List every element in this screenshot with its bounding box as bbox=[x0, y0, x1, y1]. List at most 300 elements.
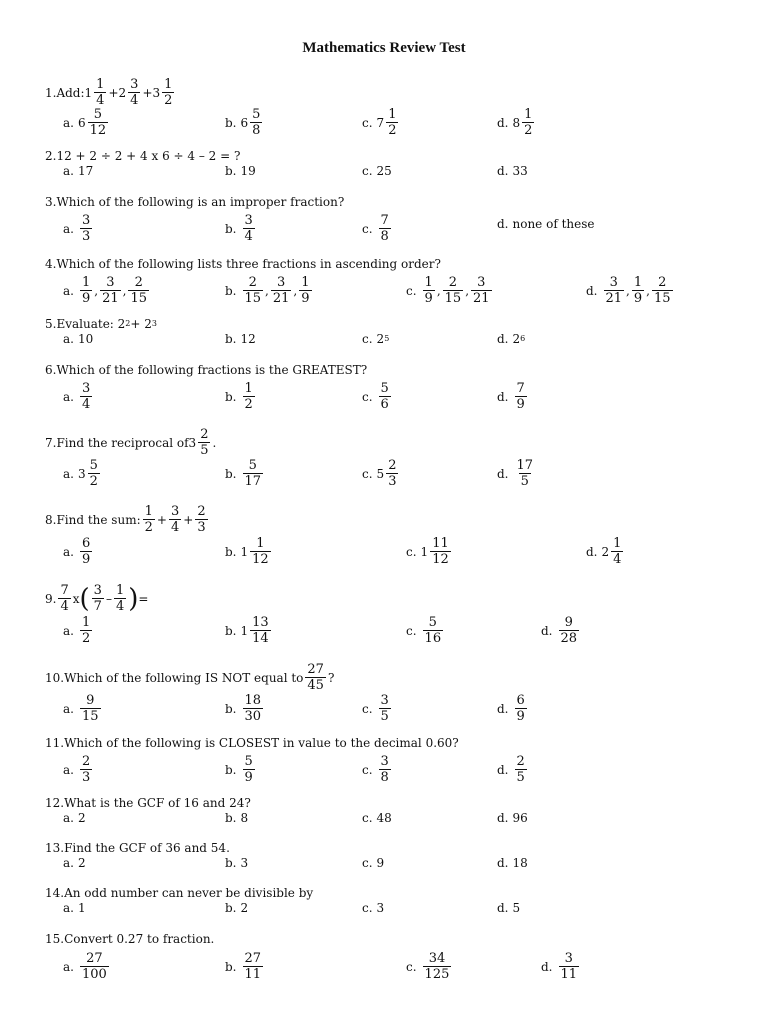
numerator: 1 bbox=[115, 583, 125, 598]
fraction-term bbox=[557, 952, 582, 981]
fraction bbox=[515, 755, 527, 784]
numerator: 27 bbox=[307, 662, 324, 677]
option-content bbox=[362, 853, 384, 873]
fraction-term bbox=[193, 505, 209, 534]
fraction bbox=[198, 428, 210, 457]
answer-option bbox=[63, 693, 103, 724]
answer-option bbox=[225, 693, 265, 724]
option-content bbox=[63, 952, 111, 981]
fraction bbox=[143, 505, 155, 534]
fraction bbox=[652, 276, 673, 305]
option-content bbox=[497, 755, 529, 784]
fraction-term bbox=[303, 663, 328, 692]
text-run: ? bbox=[327, 670, 335, 685]
option-label: b. bbox=[225, 959, 237, 974]
numerator: 17 bbox=[516, 458, 534, 473]
question-number: 4. bbox=[45, 257, 57, 271]
fraction bbox=[128, 276, 149, 305]
answer-option bbox=[225, 107, 264, 138]
option-label: a. bbox=[63, 959, 74, 974]
answer-option bbox=[362, 213, 393, 244]
text-run: , bbox=[626, 283, 630, 298]
fraction bbox=[80, 694, 101, 723]
text-run: Convert 0.27 to fraction. bbox=[64, 932, 215, 946]
option-content bbox=[497, 808, 528, 828]
option-label: c. bbox=[362, 164, 373, 178]
denominator: 3 bbox=[81, 770, 91, 785]
fraction bbox=[423, 952, 452, 981]
numerator: 34 bbox=[428, 951, 446, 966]
text-run: + bbox=[183, 512, 194, 527]
denominator: 5 bbox=[520, 474, 529, 489]
denominator: 12 bbox=[252, 552, 269, 567]
text-run: 9 bbox=[376, 856, 385, 870]
fraction-term bbox=[557, 616, 582, 645]
option-content bbox=[225, 808, 248, 828]
exponent: 5 bbox=[384, 334, 390, 343]
text-run: 2 bbox=[512, 332, 521, 346]
question-number: 6. bbox=[45, 363, 57, 377]
numerator: 7 bbox=[60, 583, 69, 598]
question-content bbox=[45, 733, 459, 753]
fraction-term bbox=[78, 952, 111, 981]
denominator: 14 bbox=[252, 631, 269, 646]
option-label: c. bbox=[362, 811, 373, 825]
text-run: 8 bbox=[240, 811, 249, 825]
answer-option bbox=[225, 853, 248, 873]
answer-option bbox=[362, 161, 392, 181]
fraction bbox=[80, 755, 92, 784]
fraction bbox=[515, 459, 536, 488]
fraction bbox=[100, 276, 121, 305]
denominator: 9 bbox=[81, 291, 91, 306]
denominator: 3 bbox=[197, 520, 206, 535]
denominator: 7 bbox=[93, 599, 102, 614]
option-content bbox=[362, 755, 393, 784]
answer-option bbox=[63, 458, 102, 489]
fraction bbox=[299, 276, 311, 305]
denominator: 8 bbox=[252, 123, 261, 138]
text-run: , bbox=[436, 283, 441, 298]
text-run: + bbox=[108, 85, 119, 100]
option-label: b. bbox=[225, 164, 237, 178]
denominator: 5 bbox=[380, 709, 389, 724]
question-stem bbox=[45, 360, 367, 380]
fraction bbox=[243, 214, 255, 243]
option-content bbox=[63, 808, 86, 828]
numerator: 1 bbox=[144, 504, 153, 519]
option-content bbox=[225, 616, 273, 645]
denominator: 9 bbox=[424, 291, 433, 306]
fraction-term bbox=[377, 108, 401, 137]
text-run: Which of the following is CLOSEST in value to the decimal 0.60? bbox=[64, 736, 459, 750]
answer-option bbox=[225, 536, 273, 567]
fraction-term bbox=[377, 382, 393, 411]
numerator: 1 bbox=[244, 381, 253, 396]
answer-option bbox=[362, 754, 393, 785]
fraction bbox=[515, 694, 527, 723]
option-content bbox=[362, 161, 392, 181]
fraction-term bbox=[141, 505, 157, 534]
fraction bbox=[243, 755, 255, 784]
exponent: 2 bbox=[125, 319, 131, 328]
answer-option bbox=[362, 898, 384, 918]
numerator: 2 bbox=[388, 458, 397, 473]
fraction-term bbox=[297, 276, 313, 305]
fraction bbox=[632, 276, 644, 305]
fraction-term bbox=[421, 276, 437, 305]
fraction-term bbox=[513, 459, 538, 488]
fraction bbox=[243, 952, 264, 981]
option-content bbox=[362, 459, 400, 488]
text-run: 1 bbox=[77, 901, 86, 915]
option-content bbox=[362, 694, 393, 723]
fraction-term bbox=[153, 78, 177, 107]
whole-number: 2 bbox=[118, 85, 127, 100]
numerator: 1 bbox=[424, 275, 433, 290]
option-label: b. bbox=[225, 856, 237, 870]
fraction-term bbox=[241, 276, 266, 305]
option-label: a. bbox=[63, 544, 74, 559]
answer-option bbox=[362, 381, 393, 412]
option-content bbox=[362, 382, 393, 411]
fraction bbox=[80, 952, 109, 981]
numerator: 5 bbox=[93, 107, 103, 122]
numerator: 27 bbox=[244, 951, 262, 966]
fraction-term bbox=[421, 952, 454, 981]
question-content bbox=[45, 505, 210, 534]
text-run: , bbox=[122, 283, 127, 298]
fraction bbox=[515, 382, 527, 411]
fraction bbox=[379, 694, 391, 723]
answer-option bbox=[497, 898, 520, 918]
question-number: 1. bbox=[45, 85, 57, 100]
denominator: 45 bbox=[307, 678, 324, 693]
option-content bbox=[63, 898, 86, 918]
numerator: 6 bbox=[516, 693, 525, 708]
text-run: 2 bbox=[240, 901, 249, 915]
fraction-term bbox=[78, 108, 110, 137]
whole-number: 7 bbox=[376, 115, 385, 130]
option-content bbox=[497, 108, 536, 137]
fraction-term bbox=[602, 276, 627, 305]
option-content bbox=[225, 459, 265, 488]
fraction-term bbox=[377, 459, 401, 488]
option-label: d. bbox=[497, 164, 509, 178]
fraction-term bbox=[241, 382, 257, 411]
answer-option bbox=[541, 951, 581, 982]
answer-option bbox=[225, 458, 265, 489]
fraction bbox=[80, 382, 92, 411]
option-label: a. bbox=[63, 901, 74, 915]
option-content bbox=[63, 537, 94, 566]
option-content bbox=[63, 382, 94, 411]
option-label: c. bbox=[406, 623, 417, 638]
option-label: b. bbox=[225, 762, 237, 777]
option-label: d. bbox=[497, 701, 509, 716]
fraction-term bbox=[241, 616, 273, 645]
option-label: d. bbox=[586, 544, 598, 559]
denominator: 4 bbox=[115, 599, 125, 614]
fraction-term bbox=[241, 755, 257, 784]
fraction-term bbox=[78, 382, 94, 411]
question-stem bbox=[45, 583, 149, 614]
answer-option bbox=[63, 381, 94, 412]
denominator: 4 bbox=[81, 397, 91, 412]
option-label: b. bbox=[225, 283, 237, 298]
option-label: c. bbox=[362, 856, 373, 870]
option-content bbox=[63, 616, 94, 645]
text-run: Add: bbox=[56, 85, 85, 100]
answer-option bbox=[225, 898, 248, 918]
answer-option bbox=[225, 161, 256, 181]
whole-number: 3 bbox=[77, 466, 86, 481]
numerator: 2 bbox=[658, 275, 667, 290]
fraction-term bbox=[78, 694, 103, 723]
fraction-term bbox=[469, 276, 494, 305]
option-label: d. bbox=[497, 811, 509, 825]
option-label: d. bbox=[497, 389, 509, 404]
numerator: 6 bbox=[81, 536, 91, 551]
answer-option bbox=[63, 161, 93, 181]
fraction bbox=[386, 459, 398, 488]
option-label: c. bbox=[406, 283, 417, 298]
answer-option bbox=[586, 536, 625, 567]
fraction bbox=[243, 276, 264, 305]
denominator: 12 bbox=[89, 123, 107, 138]
fraction bbox=[58, 584, 70, 613]
numerator: 5 bbox=[380, 381, 389, 396]
question-content bbox=[45, 192, 344, 212]
fraction-term bbox=[85, 78, 109, 107]
fraction-term bbox=[377, 214, 393, 243]
numerator: 2 bbox=[81, 754, 91, 769]
option-content bbox=[225, 952, 265, 981]
option-label: d. bbox=[497, 762, 509, 777]
option-label: d. bbox=[497, 901, 509, 915]
text-run: – bbox=[105, 591, 112, 606]
numerator: 5 bbox=[89, 458, 98, 473]
fraction bbox=[250, 537, 271, 566]
fraction bbox=[423, 276, 435, 305]
numerator: 2 bbox=[516, 754, 525, 769]
answer-option bbox=[63, 615, 94, 646]
numerator: 1 bbox=[633, 275, 643, 290]
question-content bbox=[45, 314, 157, 334]
question-content bbox=[45, 360, 367, 380]
text-run: , bbox=[646, 283, 650, 298]
option-label: a. bbox=[63, 115, 74, 130]
answer-option bbox=[63, 275, 151, 306]
denominator: 2 bbox=[81, 631, 91, 646]
denominator: 8 bbox=[380, 229, 389, 244]
fraction-term bbox=[78, 459, 102, 488]
option-label: b. bbox=[225, 389, 237, 404]
numerator: 1 bbox=[256, 536, 265, 551]
option-label: b. bbox=[225, 115, 237, 130]
answer-option bbox=[63, 107, 110, 138]
whole-number: 1 bbox=[240, 623, 249, 638]
question-content bbox=[45, 929, 214, 949]
fraction-term bbox=[513, 108, 537, 137]
numerator: 2 bbox=[448, 275, 458, 290]
option-content bbox=[63, 755, 94, 784]
numerator: 9 bbox=[86, 693, 95, 708]
denominator: 4 bbox=[130, 93, 139, 108]
answer-option bbox=[497, 458, 537, 489]
numerator: 3 bbox=[130, 77, 139, 92]
option-content bbox=[225, 755, 257, 784]
question-stem bbox=[45, 733, 459, 753]
denominator: 5 bbox=[200, 443, 209, 458]
question-stem bbox=[45, 662, 335, 693]
fraction bbox=[162, 78, 174, 107]
denominator: 2 bbox=[164, 93, 173, 108]
option-label: c. bbox=[406, 544, 417, 559]
fraction bbox=[559, 952, 580, 981]
answer-option bbox=[225, 808, 248, 828]
fraction-term bbox=[112, 584, 128, 613]
option-label: c. bbox=[362, 701, 373, 716]
option-content bbox=[63, 161, 93, 181]
numerator: 1 bbox=[164, 77, 173, 92]
option-content bbox=[497, 382, 529, 411]
denominator: 4 bbox=[60, 599, 69, 614]
fraction bbox=[80, 616, 92, 645]
fraction bbox=[94, 78, 106, 107]
option-label: b. bbox=[225, 901, 237, 915]
fraction bbox=[522, 108, 534, 137]
answer-option bbox=[362, 808, 392, 828]
text-run: Evaluate: 2 bbox=[56, 317, 126, 331]
text-run: none of these bbox=[512, 217, 595, 231]
exponent: 3 bbox=[151, 319, 157, 328]
question-number: 9. bbox=[45, 591, 57, 606]
answer-option bbox=[362, 693, 393, 724]
text-run: 2 bbox=[77, 811, 86, 825]
answer-option bbox=[406, 951, 453, 982]
fraction bbox=[80, 214, 92, 243]
denominator: 2 bbox=[89, 474, 98, 489]
option-label: b. bbox=[225, 466, 237, 481]
answer-option bbox=[63, 536, 94, 567]
question-number: 12. bbox=[45, 796, 65, 810]
text-run: , bbox=[465, 283, 470, 298]
option-content bbox=[225, 108, 264, 137]
answer-option bbox=[497, 754, 529, 785]
text-run: 19 bbox=[240, 164, 256, 178]
answer-option bbox=[225, 615, 273, 646]
denominator: 11 bbox=[244, 967, 262, 982]
fraction-term bbox=[377, 755, 393, 784]
option-content bbox=[63, 459, 102, 488]
fraction-term bbox=[513, 382, 529, 411]
fraction-term bbox=[241, 694, 266, 723]
text-run: + 2 bbox=[130, 317, 152, 331]
whole-number: 3 bbox=[188, 435, 197, 450]
question-number: 15. bbox=[45, 932, 65, 946]
numerator: 3 bbox=[477, 275, 486, 290]
denominator: 2 bbox=[144, 520, 153, 535]
text-run: = bbox=[138, 591, 149, 606]
fraction-term bbox=[56, 584, 72, 613]
fraction-term bbox=[241, 108, 265, 137]
parenthesis: ) bbox=[128, 583, 139, 614]
option-label: d. bbox=[497, 217, 509, 231]
option-content bbox=[63, 853, 86, 873]
whole-number: 6 bbox=[77, 115, 86, 130]
denominator: 4 bbox=[613, 552, 622, 567]
denominator: 2 bbox=[524, 123, 533, 138]
text-run: 96 bbox=[512, 811, 528, 825]
fraction bbox=[128, 78, 140, 107]
answer-option bbox=[225, 275, 314, 306]
fraction-term bbox=[241, 952, 266, 981]
whole-number: 6 bbox=[240, 115, 249, 130]
text-run: 48 bbox=[376, 811, 392, 825]
denominator: 21 bbox=[272, 291, 290, 306]
question-stem bbox=[45, 929, 214, 949]
question-stem bbox=[45, 314, 157, 334]
text-run: Which of the following IS NOT equal to bbox=[64, 670, 304, 685]
option-label: d. bbox=[541, 623, 553, 638]
denominator: 2 bbox=[388, 123, 397, 138]
option-content bbox=[406, 537, 453, 566]
option-content bbox=[362, 108, 400, 137]
whole-number: 3 bbox=[152, 85, 161, 100]
option-content bbox=[497, 898, 520, 918]
question-number: 8. bbox=[45, 512, 57, 527]
question-stem bbox=[45, 504, 210, 535]
answer-option bbox=[362, 458, 400, 489]
answer-option bbox=[406, 536, 453, 567]
answer-option bbox=[362, 329, 389, 349]
question-content bbox=[45, 254, 441, 274]
fraction-term bbox=[78, 214, 94, 243]
denominator: 15 bbox=[81, 709, 99, 724]
fraction bbox=[243, 382, 255, 411]
denominator: 15 bbox=[444, 291, 462, 306]
option-label: c. bbox=[362, 115, 373, 130]
fraction-term bbox=[119, 78, 143, 107]
option-label: a. bbox=[63, 811, 74, 825]
fraction bbox=[169, 505, 181, 534]
option-label: c. bbox=[406, 959, 417, 974]
denominator: 9 bbox=[244, 770, 253, 785]
question-content bbox=[45, 78, 176, 107]
option-content bbox=[225, 853, 248, 873]
denominator: 4 bbox=[96, 93, 105, 108]
fraction bbox=[250, 616, 271, 645]
fraction bbox=[243, 694, 264, 723]
numerator: 2 bbox=[248, 275, 257, 290]
option-label: b. bbox=[225, 221, 237, 236]
denominator: 21 bbox=[102, 291, 119, 306]
option-label: c. bbox=[362, 466, 373, 481]
question-stem bbox=[45, 254, 441, 274]
fraction bbox=[430, 537, 451, 566]
option-content bbox=[225, 537, 273, 566]
option-content bbox=[406, 276, 494, 305]
option-label: b. bbox=[225, 811, 237, 825]
option-label: b. bbox=[225, 544, 237, 559]
denominator: 12 bbox=[432, 552, 449, 567]
option-content bbox=[225, 382, 257, 411]
fraction-term bbox=[78, 537, 94, 566]
numerator: 7 bbox=[380, 213, 389, 228]
numerator: 5 bbox=[248, 458, 257, 473]
numerator: 1 bbox=[81, 275, 91, 290]
